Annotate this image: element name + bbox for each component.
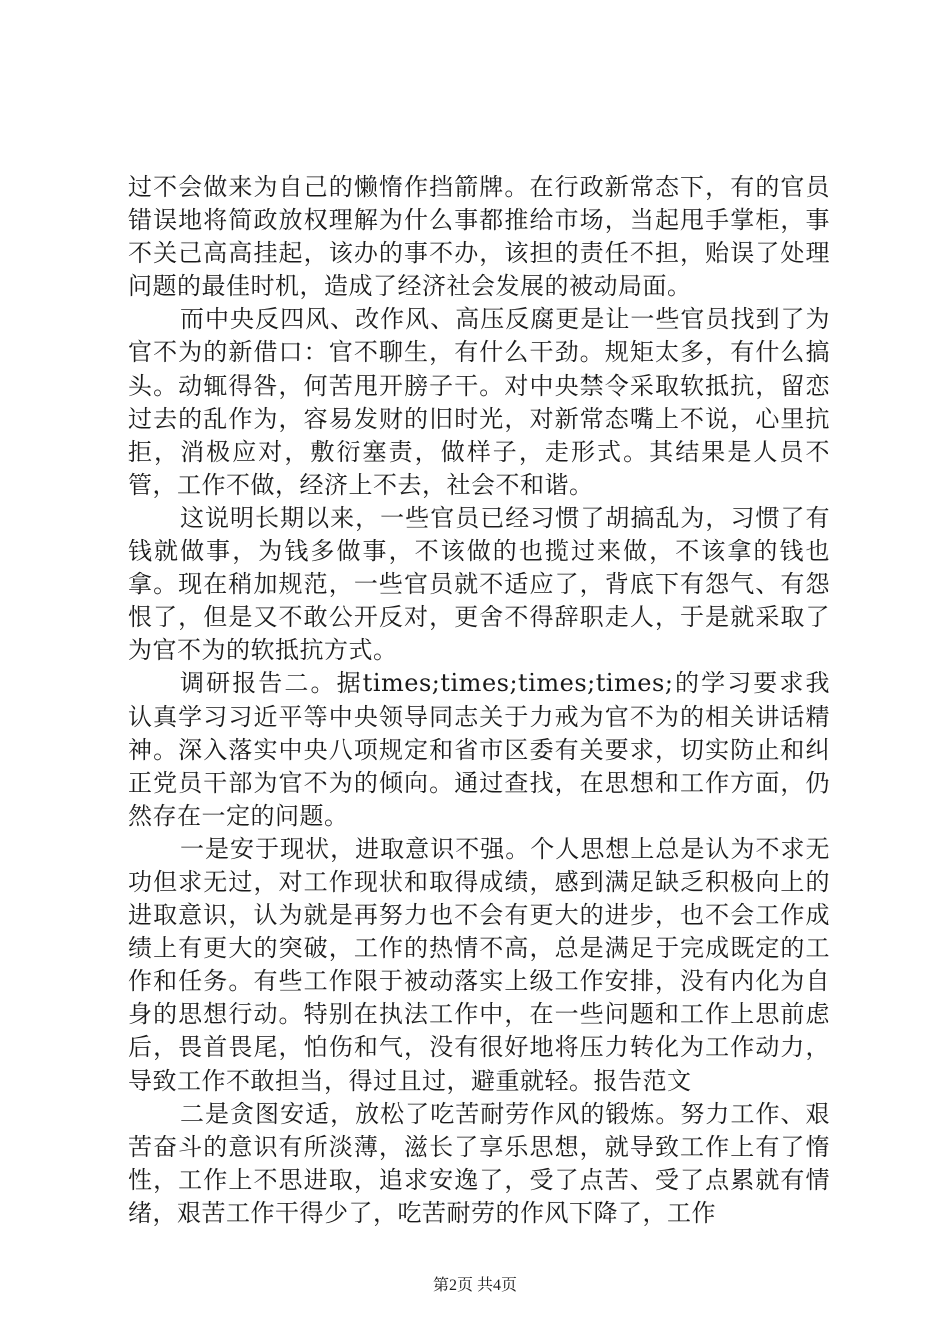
paragraph-4: 调研报告二。据times;times;times;times;的学习要求我认真学习习近平等中央领导同志关于力戒为官不为的相关讲话精神。深入落实中央八项规定和省市区委有关要求，切实防止和纠正党员干部为官不为的倾向。通过查找，在思想和工作方面，仍然存在一定的问题。 [128,669,830,830]
paragraph-6: 二是贪图安适，放松了吃苦耐劳作风的锻炼。努力工作、艰苦奋斗的意识有所淡薄，滋长了享乐思想，就导致工作上有了惰性，工作上不思进取，追求安逸了，受了点苦、受了点累就有情绪，艰苦工作干得少了，吃苦耐劳的作风下降了，工作 [128,1099,830,1227]
paragraph-1: 过不会做来为自己的懒惰作挡箭牌。在行政新常态下，有的官员错误地将简政放权理解为什么事都推给市场，当起甩手掌柜，事不关己高高挂起，该办的事不办，该担的责任不担，贻误了处理问题的最佳时机，造成了经济社会发展的被动局面。 [128,173,830,301]
paragraph-5: 一是安于现状，进取意识不强。个人思想上总是认为不求无功但求无过，对工作现状和取得成绩，感到满足缺乏积极向上的进取意识，认为就是再努力也不会有更大的进步，也不会工作成绩上有更大的突破，工作的热情不高，总是满足于完成既定的工作和任务。有些工作限于被动落实上级工作安排，没有内化为自身的思想行动。特别在执法工作中，在一些问题和工作上思前虑后，畏首畏尾，怕伤和气，没有很好地将压力转化为工作动力，导致工作不敢担当，得过且过，避重就轻。报告范文 [128,834,830,1095]
document-body [128,171,830,1230]
paragraph-2: 而中央反四风、改作风、高压反腐更是让一些官员找到了为官不为的新借口：官不聊生，有什么干劲。规矩太多，有什么搞头。动辄得咎，何苦甩开膀子干。对中央禁令采取软抵抗，留恋过去的乱作为，容易发财的旧时光，对新常态嘴上不说，心里抗拒，消极应对，敷衍塞责，做样子，走形式。其结果是人员不管，工作不做，经济上不去，社会不和谐。 [128,305,830,499]
page-number-label: 第2页 共4页 [432,1277,517,1294]
page-footer [0,1276,950,1296]
paragraph-3: 这说明长期以来，一些官员已经习惯了胡搞乱为，习惯了有钱就做事，为钱多做事，不该做的也揽过来做，不该拿的钱也拿。现在稍加规范，一些官员就不适应了，背底下有怨气、有怨恨了，但是又不敢公开反对，更舍不得辞职走人，于是就采取了为官不为的软抵抗方式。 [128,503,830,665]
